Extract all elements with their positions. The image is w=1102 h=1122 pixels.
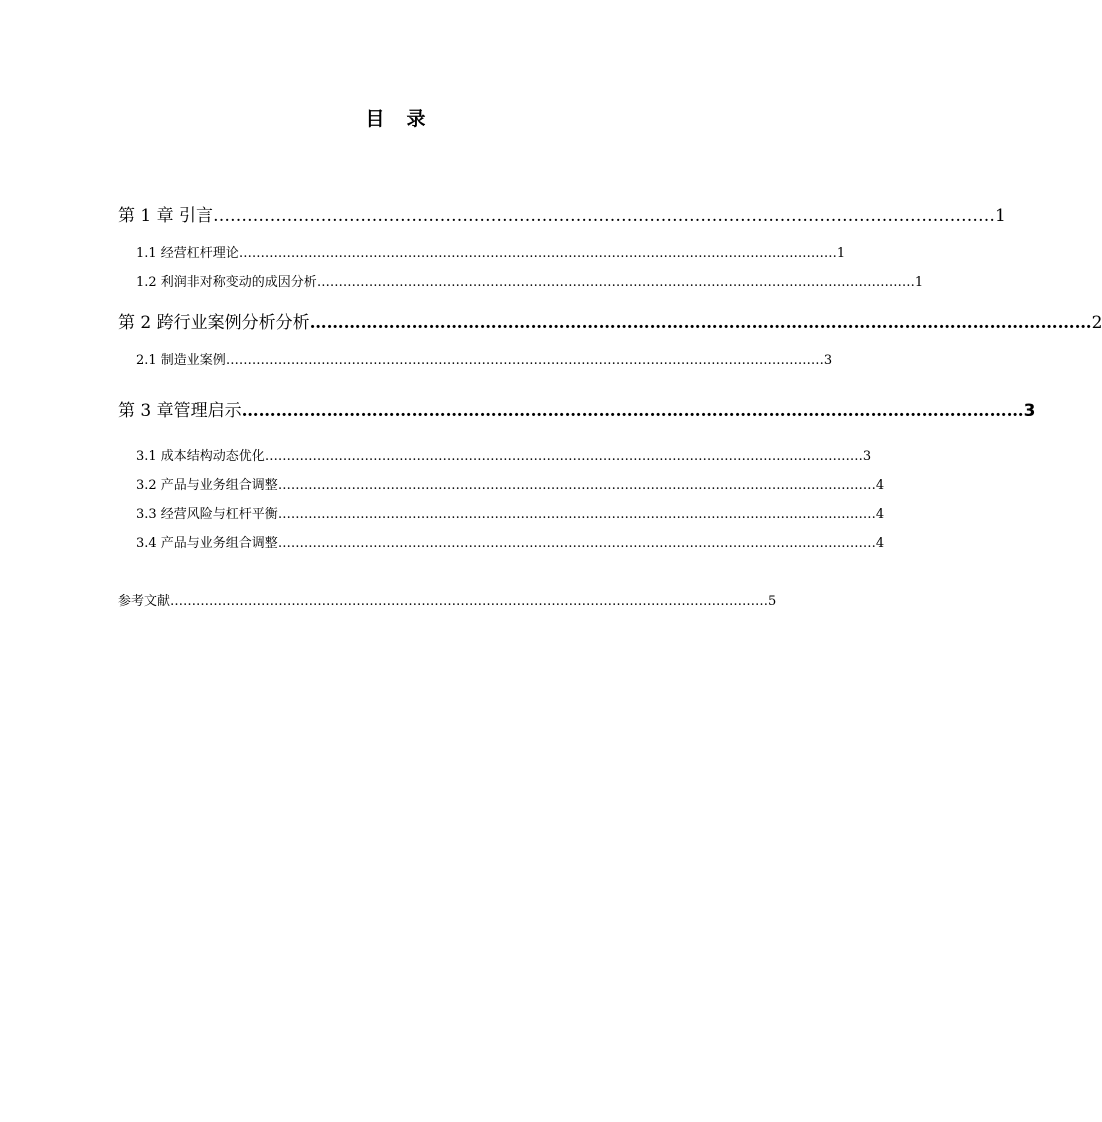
toc-entry-chapter-2[interactable]: [118, 308, 1102, 333]
toc-entry-page: 1: [836, 246, 846, 261]
toc-entry-page: 1: [995, 206, 1006, 226]
toc-entry-label: 参考文献: [118, 594, 171, 609]
toc-entry-label: 第 3 章管理启示: [118, 401, 242, 421]
toc-entry-page: 2: [1091, 313, 1102, 333]
toc-title-char-1: 目: [365, 108, 387, 130]
toc-title: [0, 104, 793, 131]
toc-entry-page: 3: [823, 353, 833, 368]
toc-entry-references[interactable]: [118, 590, 777, 609]
toc-entry-page: 4: [875, 536, 885, 551]
toc-entry-label: 3.3 经营风险与杠杆平衡: [136, 507, 278, 522]
toc-entry-chapter-3[interactable]: [118, 396, 1036, 421]
toc-entry-1-1[interactable]: [136, 242, 846, 261]
toc-entry-chapter-1[interactable]: [118, 201, 1006, 226]
toc-entry-label: 第 1 章 引言: [118, 206, 214, 226]
toc-entry-1-2[interactable]: [136, 271, 924, 290]
toc-leader-dots: …………………………………………………………………………………………………………………………: [225, 353, 824, 368]
toc-entry-label: 2.1 制造业案例: [136, 353, 226, 368]
toc-entry-2-1[interactable]: [136, 349, 833, 368]
toc-leader-dots: …………………………………………………………………………………………………………………………: [277, 536, 876, 551]
toc-leader-dots: …………………………………………………………………………………………………………………………: [316, 275, 915, 290]
toc-entry-page: 4: [875, 478, 885, 493]
toc-leader-dots: …………………………………………………………………………………………………………………………: [241, 401, 1024, 421]
toc-leader-dots: …………………………………………………………………………………………………………………………: [170, 594, 769, 609]
toc-entry-label: 1.2 利润非对称变动的成因分析: [136, 275, 317, 290]
toc-entry-label: 第 2 跨行业案例分析分析: [118, 313, 310, 333]
toc-entry-page: 3: [1023, 401, 1036, 421]
toc-entry-label: 3.1 成本结构动态优化: [136, 449, 265, 464]
toc-entry-3-4[interactable]: [136, 532, 885, 551]
toc-leader-dots: …………………………………………………………………………………………………………………………: [264, 449, 863, 464]
toc-entry-page: 4: [875, 507, 885, 522]
toc-entry-3-1[interactable]: [136, 445, 872, 464]
toc-leader-dots: …………………………………………………………………………………………………………………………: [213, 206, 996, 226]
toc-entry-page: 5: [768, 594, 777, 609]
toc-leader-dots: …………………………………………………………………………………………………………………………: [238, 246, 837, 261]
toc-leader-dots: …………………………………………………………………………………………………………………………: [309, 313, 1092, 333]
toc-leader-dots: …………………………………………………………………………………………………………………………: [277, 478, 876, 493]
toc-entry-page: 1: [914, 275, 924, 290]
toc-entry-page: 3: [862, 449, 872, 464]
toc-entry-3-3[interactable]: [136, 503, 885, 522]
toc-entry-label: 3.2 产品与业务组合调整: [136, 478, 278, 493]
toc-entry-3-2[interactable]: [136, 474, 885, 493]
toc-entry-label: 3.4 产品与业务组合调整: [136, 536, 278, 551]
toc-title-char-2: 录: [406, 108, 428, 130]
toc-leader-dots: …………………………………………………………………………………………………………………………: [277, 507, 876, 522]
toc-entry-label: 1.1 经营杠杆理论: [136, 246, 239, 261]
